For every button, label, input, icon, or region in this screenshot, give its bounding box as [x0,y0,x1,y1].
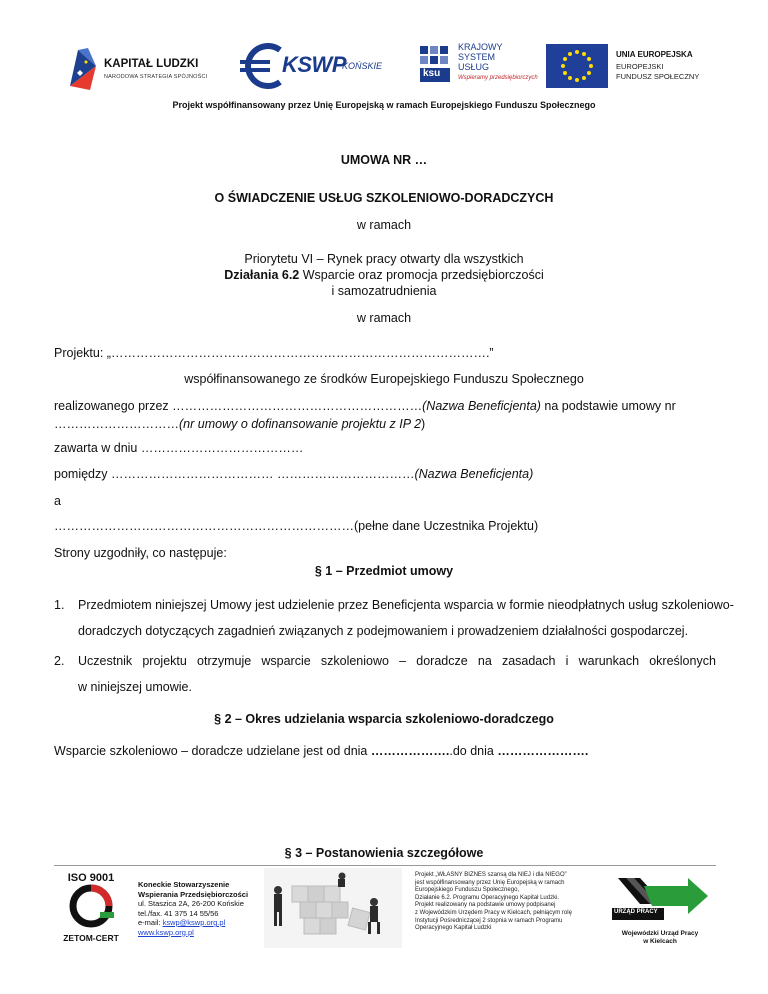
project-note-line: jest współfinansowany przez Unię Europejską w ramach [415,879,565,886]
p2-word: określonych [649,654,716,668]
p2-word: Uczestnik [78,654,133,668]
realized-a: realizowanego przez …………………………………………………… [54,399,423,413]
org-phone: tel./fax. 41 375 14 55/56 [138,908,219,918]
footer-divider [54,865,716,866]
project-note-line: Działanie 6.2. Programu Operacyjnego Kapitał Ludzki. [415,894,560,901]
pomiedzy-line [54,467,533,481]
kapital-ludzki-subtitle: NARODOWA STRATEGIA SPÓJNOŚCI [104,74,208,80]
section-1-title: § 1 – Przedmiot umowy [314,564,454,578]
wup-line2: w Kielcach [643,938,677,945]
p2-number: 2. [54,654,65,668]
org-www-row [138,928,248,938]
org-email-label: e-mail: [138,918,163,927]
realized-beneficiary: (Nazwa Beneficjenta) [422,399,541,413]
realized-f: ) [421,417,426,431]
org-email-row [138,918,248,928]
realized-c: na podstawie umowy nr [540,399,676,413]
kswp-town: KOŃSKIE [342,61,383,71]
p1-line2: doradczych dotyczących zagadnień związanych z podejmowaniem i prowadzeniem działalności gospodarczej. [78,624,689,638]
p2-line1 [78,654,716,668]
section-3-title: § 3 – Postanowienia szczegółowe [284,846,484,860]
org-contact [138,880,248,937]
cofin-line: współfinansowanego ze środków Europejskiego Funduszu Społecznego [184,372,584,386]
project-note-line: Projekt „WŁASNY BIZNES szansą dla NIEJ i dla NIEGO” [415,872,567,878]
wup-name [604,930,716,946]
kapital-ludzki-title: KAPITAŁ LUDZKI [104,58,199,70]
p2-word: na [477,654,492,668]
org-name1: Koneckie Stowarzyszenie [138,880,230,889]
project-note-line: Europejskiego Funduszu Społecznego, [415,887,520,894]
iso-logo [56,872,126,944]
s2-date-from: ………………. [370,744,450,758]
p2-line2: w niniejszej umowie. [78,680,192,694]
p2-word: doradcze [416,654,468,668]
contract-subtitle: O ŚWIADCZENIE USŁUG SZKOLENIOWO-DORADCZYCH [214,191,554,205]
eu-logo [546,44,716,90]
wup-line1: Wojewódzki Urząd Pracy [621,930,699,937]
business-puzzle-photo [264,868,402,948]
wup-arrow-icon [604,872,716,928]
zetom-cert-emblem-icon [56,884,126,928]
p2-word: warunkach [578,654,640,668]
projekt-line: Projektu: „……………………………………………………………………………….” [54,346,494,360]
ksu-logo [418,42,538,90]
a-line: a [54,494,61,508]
p2-word: – [399,654,407,668]
ksu-tagline: Wspieramy przedsiębiorczych [458,75,538,81]
eu-line1: UNIA EUROPEJSKA [616,50,693,59]
pomiedzy-beneficiary: (Nazwa Beneficjenta) [414,467,534,481]
wup-label: URZĄD PRACY [614,909,658,915]
ksu-abbr: ksu [423,68,441,79]
s2-date-to: …………………. [497,744,589,758]
p2-word: wsparcie [261,654,311,668]
section-2-text [54,744,588,758]
kswp-text: KSWP [282,52,346,77]
project-note [415,872,599,933]
p1-number: 1. [54,598,65,612]
zawarta-line: zawarta w dniu ………………………………… [54,441,304,455]
w-ramach-2: w ramach [356,311,412,325]
project-note-line: Instytucji Pośredniczącej 2 stopnia w ramach Programu [415,917,563,924]
section-2-title: § 2 – Okres udzielania wsparcia szkoleniowo-doradczego [214,712,554,726]
p2-word: i [565,654,569,668]
realized-d: ………………………… [54,417,179,431]
s2-a: Wsparcie szkoleniowo – doradcze udzielane jest od dnia [54,744,371,758]
eu-line2: EUROPEJSKI [616,62,664,71]
eu-flag-icon [546,44,608,88]
realized-agreement: (nr umowy o dofinansowanie projektu z IP 2 [179,417,422,431]
project-note-line: z Wojewódzkim Urzędem Pracy w Kielcach, pełniącym rolę [415,909,572,916]
w-ramach-1: w ramach [356,218,412,232]
org-email-link[interactable]: kswp@kswp.org.pl [162,918,226,927]
iso-bottom: ZETOM-CERT [63,933,119,943]
ksu-name [458,42,503,72]
org-www-link[interactable]: www.kswp.org.pl [138,927,194,937]
kswp-logo [236,40,386,92]
pomiedzy-a: pomiędzy ………………………………… …………………………… [54,467,415,481]
realized-line1 [54,397,716,415]
kapital-ludzki-logo [68,46,208,92]
priority-line: Priorytetu VI – Rynek pracy otwarty dla wszystkich [244,252,524,266]
wup-logo [604,872,716,950]
dzialanie-line [0,268,768,282]
p2-word: zasadach [501,654,556,668]
project-note-line: Operacyjnego Kapitał Ludzki [415,925,492,932]
org-name2: Wspierania Przedsiębiorczości [138,889,249,899]
cofinance-header: Projekt współfinansowany przez Unię Europejską w ramach Europejskiego Funduszu Społecznego [172,100,596,110]
dzialanie-bold: Działania 6.2 [224,268,300,282]
ksu-line1: KRAJOWY [458,42,503,52]
contract-title: UMOWA NR … [340,153,428,167]
project-note-line: Projekt realizowany na podstawie umowy podpisanej [415,902,556,909]
dzialanie-rest: Wsparcie oraz promocja przedsiębiorczości [299,268,544,282]
realized-block [54,397,716,433]
p2-word: otrzymuje [197,654,252,668]
p2-word: projektu [142,654,187,668]
s2-c: .do dnia [449,744,498,758]
strony-line: Strony uzgodniły, co następuje: [54,546,227,560]
p2-word: szkoleniowo [320,654,389,668]
ksu-line3: USŁUG [458,62,490,72]
iso-top: ISO 9001 [67,872,115,884]
realized-line2 [54,415,716,433]
eu-line3: FUNDUSZ SPOŁECZNY [616,72,700,81]
business-people-puzzle-image [264,868,402,948]
uczestnik-line: ………………………………………………………………(pełne dane Uczestnika Projektu) [54,519,539,533]
dzialanie-line2: i samozatrudnienia [331,284,437,298]
ksu-line2: SYSTEM [458,52,496,62]
p1-line1: Przedmiotem niniejszej Umowy jest udzielenie przez Beneficjenta wsparcia w formie nieodpłatnych usług szkoleniowo- [78,598,734,612]
org-address: ul. Staszica 2A, 26-200 Końskie [138,899,244,908]
